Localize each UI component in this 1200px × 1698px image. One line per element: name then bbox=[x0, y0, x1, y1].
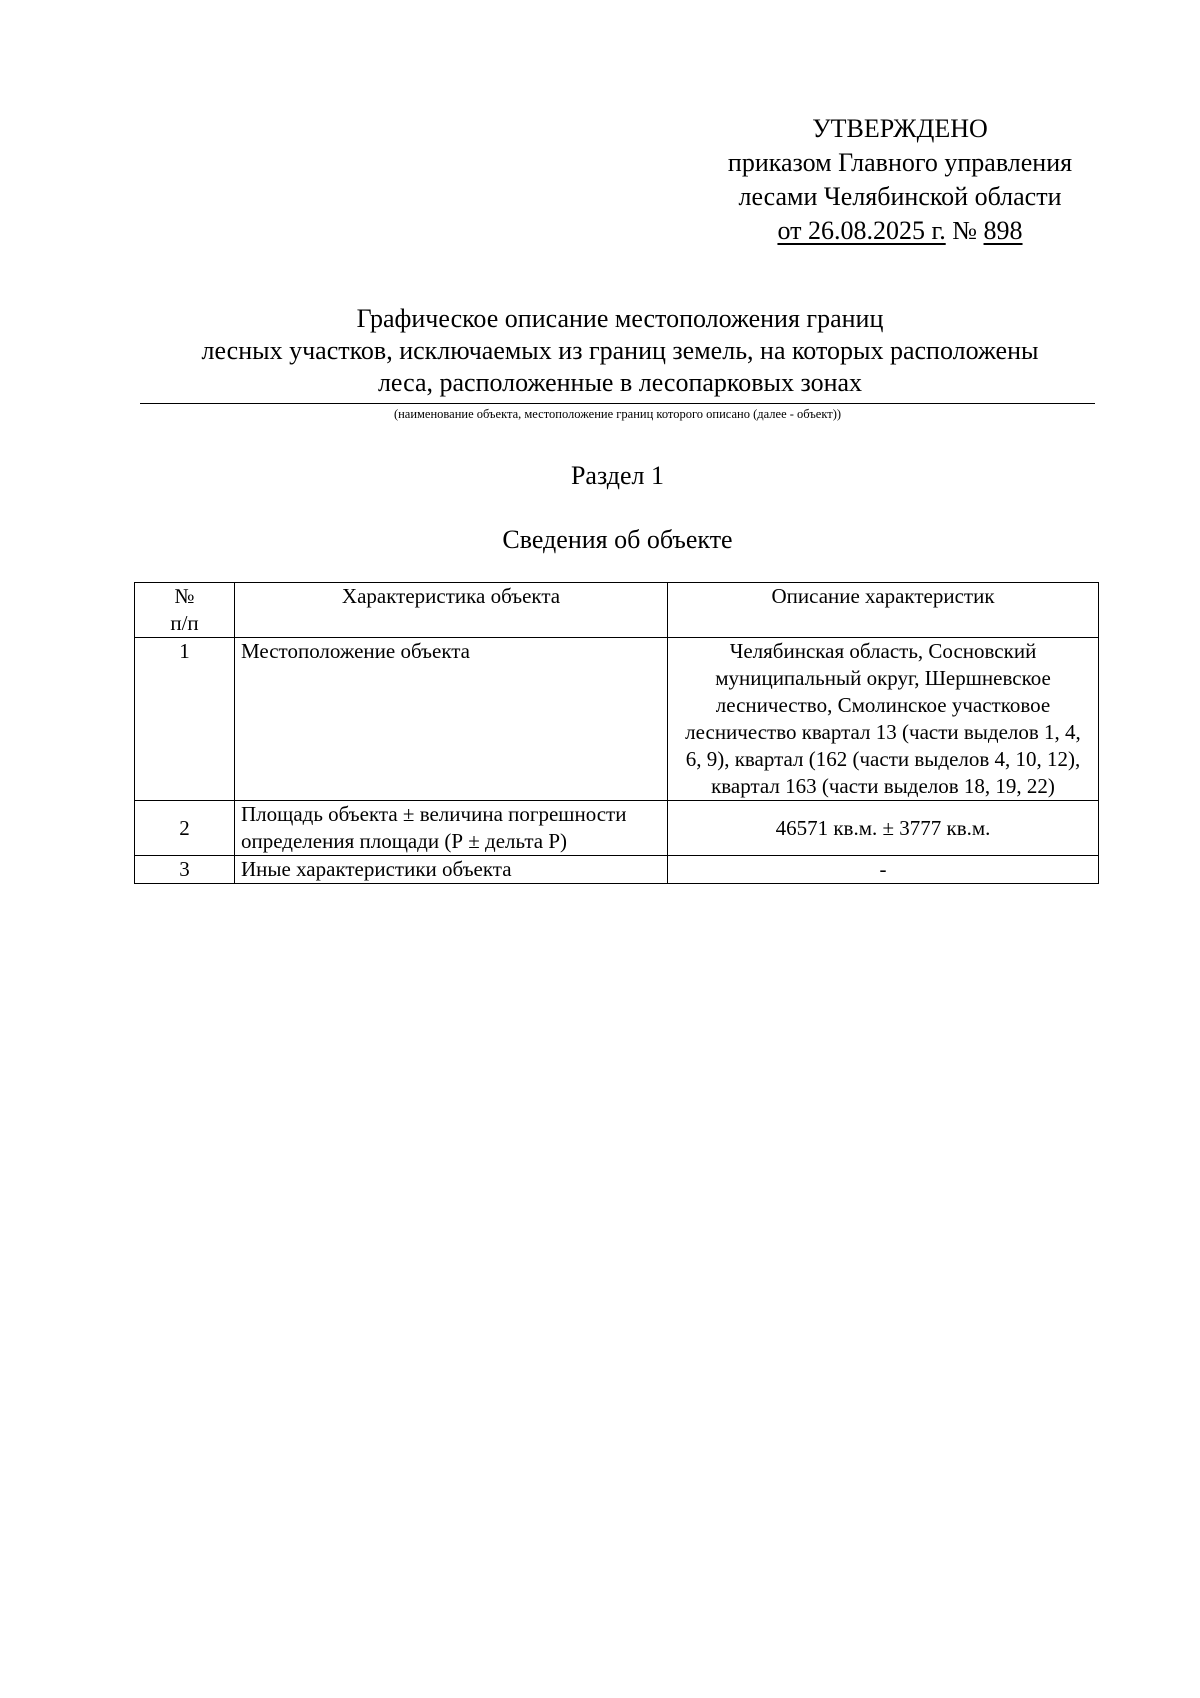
section-subtitle: Сведения об объекте bbox=[502, 525, 733, 554]
object-info-table bbox=[134, 582, 1099, 884]
table-header-row bbox=[135, 583, 1099, 638]
row-number: 2 bbox=[135, 801, 235, 856]
row-characteristic: Площадь объекта ± величина погрешности определения площади (Р ± дельта Р) bbox=[235, 801, 668, 856]
header-number-line-2: п/п bbox=[170, 611, 199, 635]
header-characteristic: Характеристика объекта bbox=[235, 583, 668, 638]
row-description: - bbox=[668, 856, 1099, 884]
table-row bbox=[135, 801, 1099, 856]
section-title: Раздел 1 bbox=[570, 461, 665, 490]
header-number-line-1: № bbox=[174, 584, 195, 608]
document-title-line-2: лесных участков, исключаемых из границ земель, на которых расположены bbox=[201, 336, 1039, 365]
table-row bbox=[135, 638, 1099, 801]
row-description: 46571 кв.м. ± 3777 кв.м. bbox=[668, 801, 1099, 856]
row-characteristic: Местоположение объекта bbox=[235, 638, 668, 801]
approval-order-line bbox=[690, 214, 1110, 248]
title-divider bbox=[140, 403, 1095, 404]
row-number: 3 bbox=[135, 856, 235, 884]
document-title bbox=[140, 303, 1100, 399]
approval-stamp bbox=[690, 112, 1110, 248]
approval-line-2: лесами Челябинской области bbox=[738, 182, 1062, 211]
row-number: 1 bbox=[135, 638, 235, 801]
approval-heading: УТВЕРЖДЕНО bbox=[812, 114, 988, 143]
row-characteristic: Иные характеристики объекта bbox=[235, 856, 668, 884]
document-title-line-1: Графическое описание местоположения границ bbox=[356, 304, 884, 333]
title-caption: (наименование объекта, местоположение границ которого описано (далее - объект)) bbox=[393, 407, 842, 421]
header-description: Описание характеристик bbox=[668, 583, 1099, 638]
approval-number: 898 bbox=[983, 216, 1023, 245]
table-row bbox=[135, 856, 1099, 884]
approval-date: от 26.08.2025 г. bbox=[777, 216, 946, 245]
row-description: Челябинская область, Сосновский муниципальный округ, Шершневское лесничество, Смолинское участковое лесничество квартал 13 (части выделов 1, 4, 6, 9), квартал (162 (части выделов 4, 10, 12), квартал 163 (части выделов 18, 19, 22) bbox=[668, 638, 1099, 801]
approval-number-sign: № bbox=[952, 216, 978, 245]
document-title-line-3: леса, расположенные в лесопарковых зонах bbox=[377, 368, 863, 397]
header-number bbox=[135, 583, 235, 638]
approval-line-1: приказом Главного управления bbox=[727, 148, 1073, 177]
